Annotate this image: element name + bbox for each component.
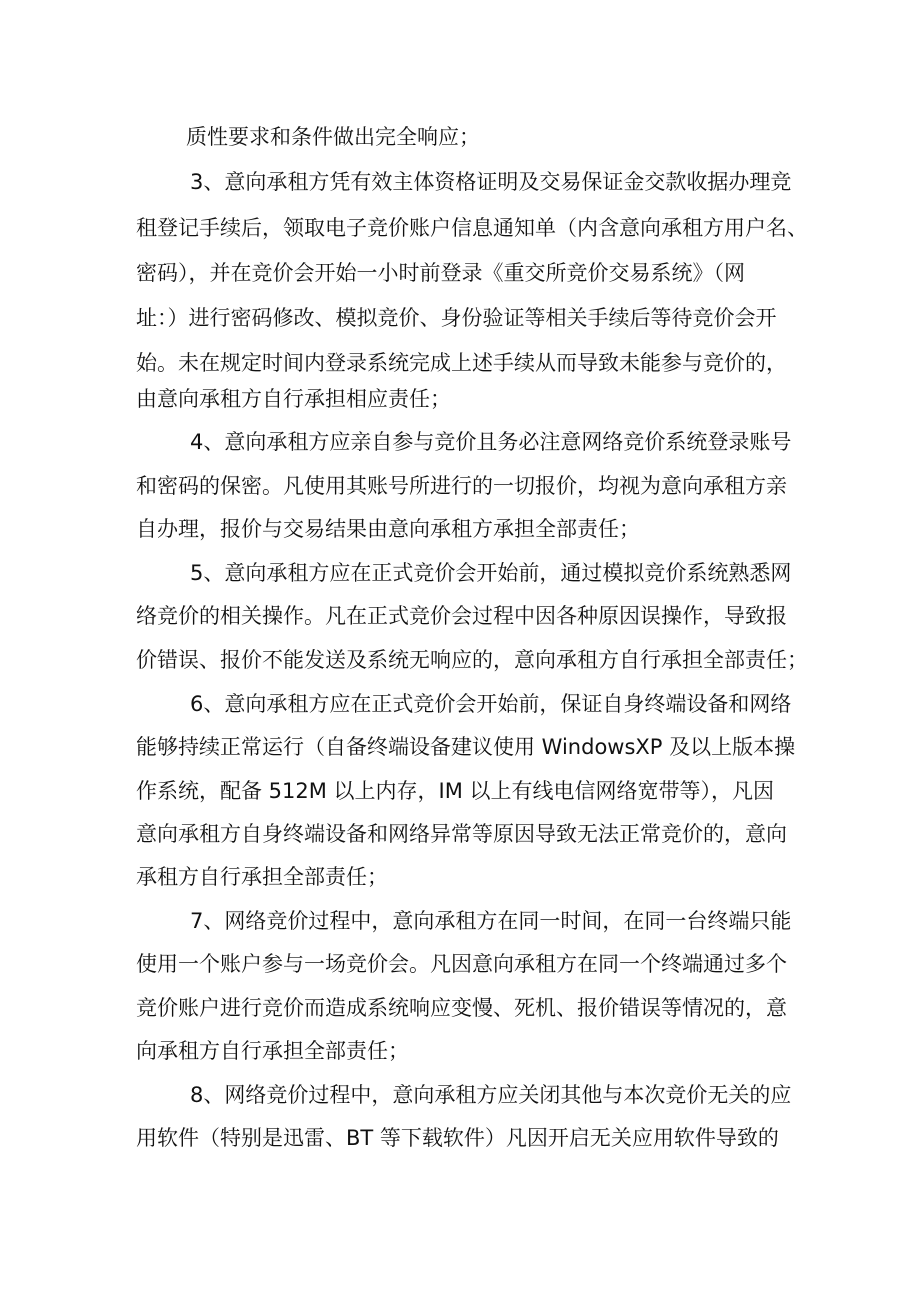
text-line: 3、意向承租方凭有效主体资格证明及交易保证金交款收据办理竞: [190, 170, 792, 194]
text-line: 8、网络竞价过程中，意向承租方应关闭其他与本次竞价无关的应: [190, 1083, 792, 1107]
text-line: 6、意向承租方应在正式竞价会开始前，保证自身终端设备和网络: [190, 692, 792, 716]
text-line: 向承租方自行承担全部责任；: [136, 1039, 409, 1063]
text-line: 址：）进行密码修改、模拟竞价、身份验证等相关手续后等待竞价会开: [136, 306, 777, 330]
text-line: 始。未在规定时间内登录系统完成上述手续从而导致未能参与竞价的，: [136, 351, 787, 375]
text-line: 自办理，报价与交易结果由意向承租方承担全部责任；: [136, 517, 640, 541]
text-line: 租登记手续后，领取电子竞价账户信息通知单（内含意向承租方用户名、: [136, 216, 808, 240]
text-line: 质性要求和条件做出完全响应；: [186, 125, 480, 149]
text-line: 作系统，配备 512M 以上内存，IM 以上有线电信网络宽带等），凡因: [136, 779, 775, 803]
text-line: 竞价账户进行竞价而造成系统响应变慢、死机、报价错误等情况的，意: [136, 996, 787, 1020]
text-line: 能够持续正常运行（自备终端设备建议使用 WindowsXP 及以上版本操: [136, 735, 796, 759]
text-line: 价错误、报价不能发送及系统无响应的，意向承租方自行承担全部责任；: [136, 648, 808, 672]
text-line: 由意向承租方自行承担相应责任；: [136, 387, 451, 411]
text-line: 和密码的保密。凡使用其账号所进行的一切报价，均视为意向承租方亲: [136, 474, 787, 498]
text-line: 承租方自行承担全部责任；: [136, 865, 388, 889]
text-line: 意向承租方自身终端设备和网络异常等原因导致无法正常竞价的，意向: [136, 822, 787, 846]
text-line: 络竞价的相关操作。凡在正式竞价会过程中因各种原因误操作，导致报: [136, 604, 787, 628]
text-line: 用软件（特别是迅雷、BT 等下载软件）凡因开启无关应用软件导致的: [136, 1126, 779, 1150]
text-line: 4、意向承租方应亲自参与竞价且务必注意网络竞价系统登录账号: [190, 430, 792, 454]
text-line: 使用一个账户参与一场竞价会。凡因意向承租方在同一个终端通过多个: [136, 952, 787, 976]
text-line: 5、意向承租方应在正式竞价会开始前，通过模拟竞价系统熟悉网: [190, 561, 792, 585]
text-line: 7、网络竞价过程中，意向承租方在同一时间，在同一台终端只能: [190, 909, 792, 933]
text-line: 密码），并在竞价会开始一小时前登录《重交所竞价交易系统》（网: [136, 261, 745, 285]
